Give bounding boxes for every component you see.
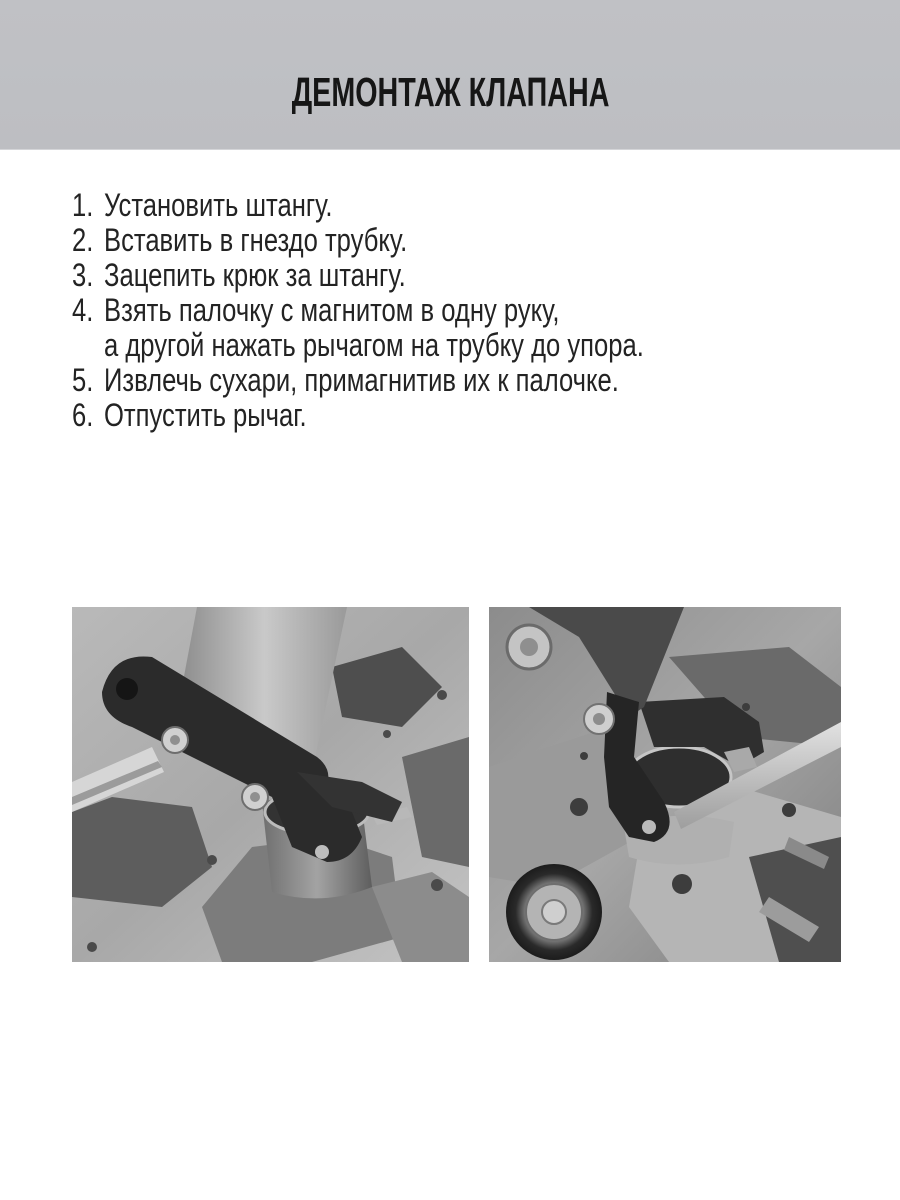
step-text: Вставить в гнездо трубку. (104, 222, 408, 258)
step-4-continuation: а другой нажать рычагом на трубку до упора. (104, 327, 644, 363)
step-text: Извлечь сухари, примагнитив их к палочке. (104, 362, 619, 398)
valve-tool-installed-photo (72, 607, 469, 962)
step-number: 6. (72, 397, 94, 433)
step-2 (72, 223, 644, 258)
step-6 (72, 398, 644, 433)
step-5 (72, 363, 644, 398)
instruction-steps (72, 188, 644, 433)
page-title: ДЕМОНТАЖ КЛАПАНА (291, 69, 610, 115)
step-number: 5. (72, 362, 94, 398)
step-number: 3. (72, 257, 94, 293)
step-number: 1. (72, 187, 94, 223)
photo-illustration (489, 607, 841, 962)
step-text: Отпустить рычаг. (104, 397, 307, 433)
step-number: 2. (72, 222, 94, 258)
step-text: Установить штангу. (104, 187, 333, 223)
step-text: Взять палочку с магнитом в одну руку, (104, 292, 560, 328)
step-4 (72, 293, 644, 328)
step-text: Зацепить крюк за штангу. (104, 257, 406, 293)
step-3 (72, 258, 644, 293)
header-band (0, 0, 900, 150)
valve-keepers-removal-photo (489, 607, 841, 962)
photo-illustration (72, 607, 469, 962)
step-number: 4. (72, 292, 94, 328)
step-1 (72, 188, 644, 223)
